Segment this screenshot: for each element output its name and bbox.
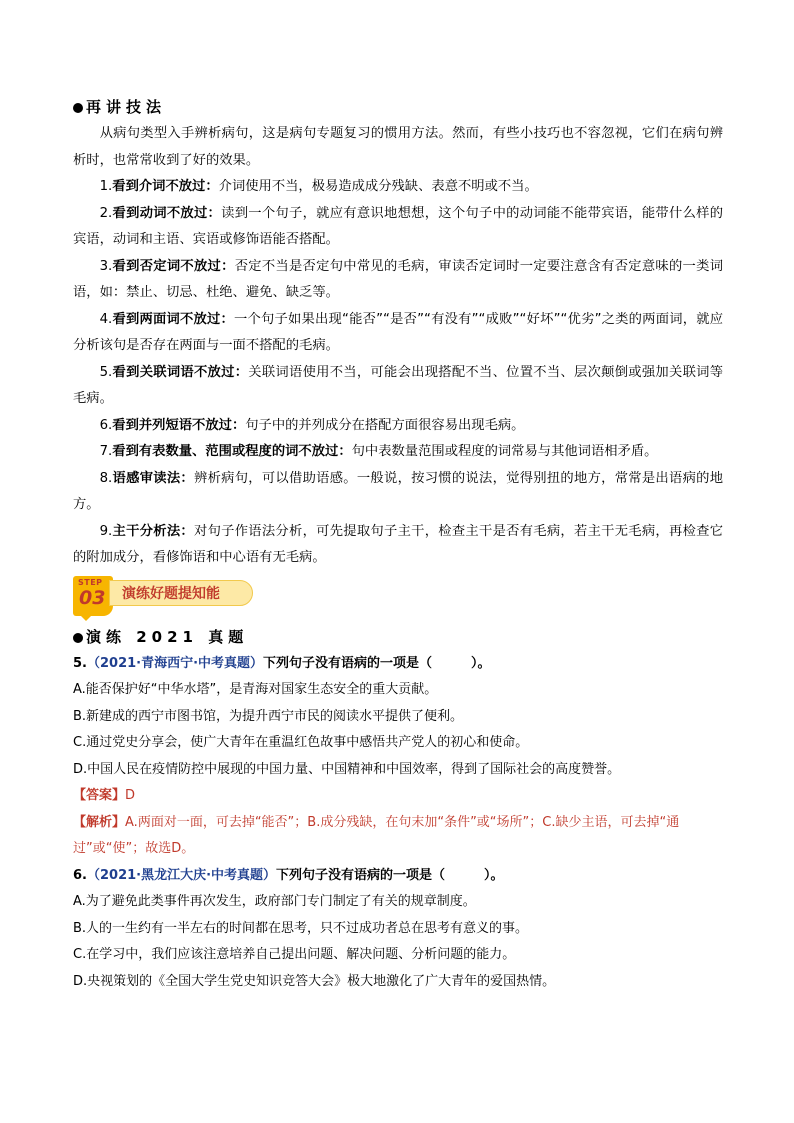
option-d: D.中国人民在疫情防控中展现的中国力量、中国精神和中国效率，得到了国际社会的高度赞誉。 <box>73 761 621 777</box>
technique-item: 6.看到并列短语不放过：句子中的并列成分在搭配方面很容易出现毛病。 <box>99 417 525 433</box>
technique-item: 5.看到关联词语不放过：关联词语使用不当，可能会出现搭配不当、位置不当、层次颠倒或强加关联词等毛病。 <box>73 364 724 406</box>
technique-list <box>73 174 723 572</box>
step-badge: STEP 03 <box>73 576 113 616</box>
step-banner <box>73 576 723 620</box>
bullet-icon <box>73 103 83 113</box>
intro-paragraph: 从病句类型入手辨析病句，这是病句专题复习的惯用方法。然而，有些小技巧也不容忽视，它们在病句辨析时，也常常收到了好的效果。 <box>73 126 723 168</box>
question-6 <box>73 863 723 996</box>
technique-item: 3.看到否定词不放过：否定不当是否定句中常见的毛病，审读否定词时一定要注意含有否定意味的一类词语，如：禁止、切忌、杜绝、避免、缺乏等。 <box>73 258 724 300</box>
step-title: 演练好题提知能 <box>109 580 253 606</box>
technique-item: 7.看到有表数量、范围或程度的词不放过：句中表数量范围或程度的词常易与其他词语相矛盾。 <box>99 444 658 459</box>
question-stem: 5.（2021·青海西宁·中考真题）下列句子没有语病的一项是（ ）。 <box>73 655 491 671</box>
technique-item: 8.语感审读法：辨析病句，可以借助语感。一般说，按习惯的说法，觉得别扭的地方，常常是出语病的地方。 <box>73 470 724 512</box>
bullet-icon <box>73 633 83 643</box>
question-5 <box>73 651 723 863</box>
option-a: A.能否保护好“中华水塔”，是青海对国家生态安全的重大贡献。 <box>73 682 438 697</box>
technique-item: 1.看到介词不放过：介词使用不当，极易造成成分残缺、表意不明或不当。 <box>99 179 538 194</box>
analysis: 【解析】A.两面对一面，可去掉“能否”；B.成分残缺，在句末加“条件”或“场所”；C.缺少主语，可去掉“通过”或“使”；故选D。 <box>73 814 680 856</box>
document-body <box>73 96 723 995</box>
option-a: A.为了避免此类事件再次发生，政府部门专门制定了有关的规章制度。 <box>73 894 476 909</box>
answer: 【答案】D <box>73 788 136 803</box>
option-c: C.通过党史分享会，使广大青年在重温红色故事中感悟共产党人的初心和使命。 <box>73 735 529 750</box>
question-stem: 6.（2021·黑龙江大庆·中考真题）下列句子没有语病的一项是（ ）。 <box>73 867 504 883</box>
section-heading-practice: 演练 2021 真题 <box>73 626 723 648</box>
technique-item: 2.看到动词不放过：读到一个句子，就应有意识地想想，这个句子中的动词能不能带宾语，能带什么样的宾语，动词和主语、宾语或修饰语能否搭配。 <box>73 205 724 247</box>
technique-item: 9.主干分析法：对句子作语法分析，可先提取句子主干，检查主干是否有毛病，若主干无毛病，再检查它的附加成分，看修饰语和中心语有无毛病。 <box>73 523 724 565</box>
section-heading-techniques: 再讲技法 <box>73 96 723 118</box>
option-b: B.人的一生约有一半左右的时间都在思考，只不过成功者总在思考有意义的事。 <box>73 920 529 936</box>
option-b: B.新建成的西宁市图书馆，为提升西宁市民的阅读水平提供了便利。 <box>73 708 464 724</box>
step-badge-tail <box>79 614 93 621</box>
option-d: D.央视策划的《全国大学生党史知识竞答大会》极大地激化了广大青年的爱国热情。 <box>73 973 556 989</box>
option-c: C.在学习中，我们应该注意培养自己提出问题、解决问题、分析问题的能力。 <box>73 947 516 962</box>
technique-item: 4.看到两面词不放过：一个句子如果出现“能否”“是否”“有没有”“成败”“好坏”“优劣”之类的两面词，就应分析该句是否存在两面与一面不搭配的毛病。 <box>73 311 723 353</box>
